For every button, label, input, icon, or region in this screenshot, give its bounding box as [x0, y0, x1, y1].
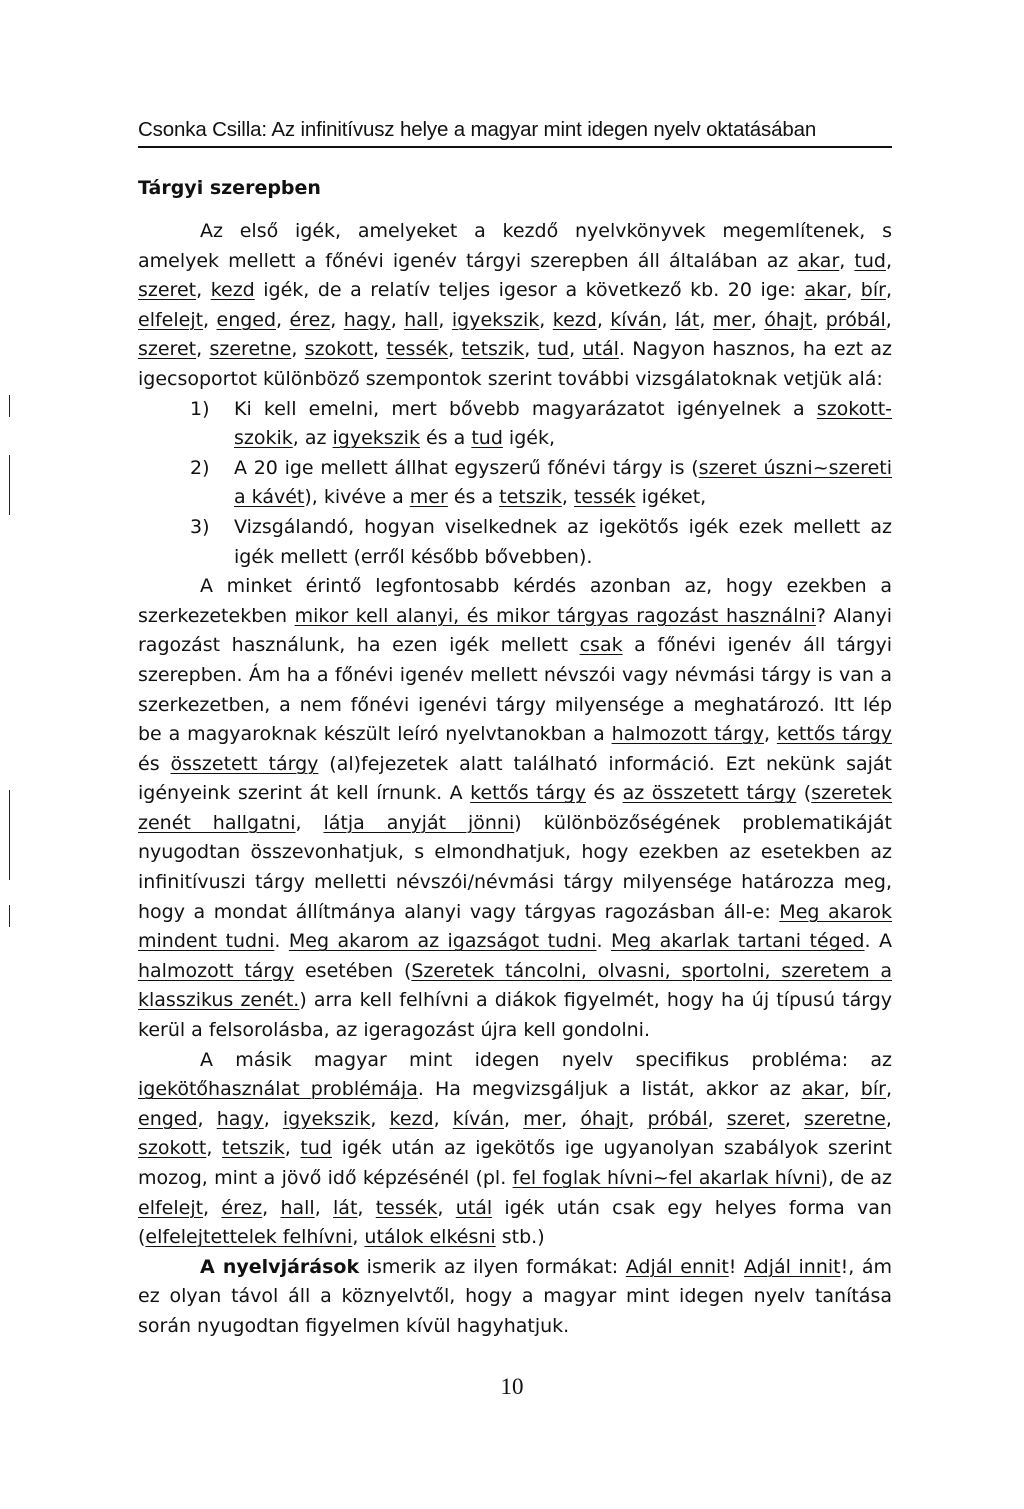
underlined-term: próbál — [825, 308, 886, 331]
underlined-term: Meg akarom az igazságot tudni — [288, 930, 597, 953]
list-item: 1) Ki kell emelni, mert bővebb magyarázatot igényelnek a szokott-szokik, az igyekszik és a tud igék, — [138, 395, 892, 454]
list-item: 2) A 20 ige mellett állhat egyszerű főnévi tárgy is (szeret úszni~szereti a kávét), kivéve a mer és a tetszik, tessék igéket, — [138, 454, 892, 513]
underlined-term: bír — [860, 1078, 886, 1101]
underlined-term: kezd — [210, 279, 255, 302]
underlined-term: tud — [537, 338, 570, 361]
underlined-term: tud — [854, 249, 886, 272]
paragraph-1: Az első igék, amelyeket a kezdő nyelvkönyvek megemlítenek, s amelyek mellett a főnévi igenév tárgyi szerepben áll általában az akar, tud, szeret, kezd igék, de a relatív teljes igesor a következő kb. 20 ige: akar, bír, elfelejt, enged, érez, hagy, hall, igyekszik, kezd, kíván, lát, mer, óhajt, próbál, szeret, szeretne, szokott, tessék, tetszik, tud, utál. Nagyon hasznos, ha ezt az igecsoportot különböző szempontok szerint további vizsgálatoknak vetjük alá: — [138, 220, 892, 390]
underlined-term: hagy — [216, 1107, 264, 1130]
list-number: 2) — [190, 456, 210, 479]
underlined-term: elfelejt — [138, 308, 204, 331]
underlined-term: kezd — [389, 1107, 434, 1130]
numbered-list — [138, 395, 892, 573]
underlined-term: bír — [860, 279, 886, 302]
underlined-term: enged — [138, 1107, 198, 1130]
underlined-term: szeretek zenét hallgatni — [138, 782, 893, 834]
paragraph-3: A másik magyar mint idegen nyelv specifikus probléma: az igekötőhasználat problémája. Ha megvizsgáljuk a listát, akkor az akar, bír, enged, hagy, igyekszik, kezd, kíván, mer, óhajt, próbál, szeret, szeretne, szokott, tetszik, tud igék után az igekötős ige ugyanolyan szabályok szerint mozog, mint a jövő idő képzésénél (pl. fel foglak hívni~fel akarlak hívni), de az elfelejt, érez, hall, lát, tessék, utál igék után csak egy helyes forma van (elfelejtettelek felhívni, utálok elkésni stb.) — [138, 1048, 892, 1249]
underlined-term: érez — [289, 308, 331, 331]
underlined-term: szeret — [138, 338, 197, 361]
underlined-term: akar — [804, 279, 847, 302]
underlined-term: Adjál ennit — [625, 1255, 729, 1278]
underlined-term: mikor kell alanyi, és mikor tárgyas ragozást használni — [294, 604, 816, 627]
underlined-term: akar — [797, 249, 840, 272]
underlined-term: szeretne — [804, 1107, 886, 1130]
underlined-term: tessék — [375, 1196, 438, 1219]
underlined-term: kíván — [452, 1107, 504, 1130]
underlined-term: tud — [471, 427, 503, 450]
underlined-term: elfelejt — [138, 1196, 204, 1219]
underlined-term: fel foglak hívni~fel akarlak hívni — [512, 1167, 821, 1189]
underlined-term: tessék — [573, 486, 636, 509]
margin-scan-mark — [9, 455, 10, 515]
underlined-term: Adjál innit — [744, 1255, 841, 1278]
underlined-term: mer — [409, 486, 448, 509]
underlined-term: szokott — [304, 338, 374, 361]
body-text — [138, 217, 892, 1342]
underlined-term: utál — [582, 338, 619, 361]
underlined-term: tetszik — [461, 338, 525, 361]
underlined-term: szeret — [138, 279, 197, 302]
underlined-term: kíván — [610, 308, 662, 331]
underlined-term: Meg akarok mindent tudni — [138, 900, 892, 953]
underlined-term: igyekszik — [451, 308, 540, 331]
underlined-term: Szeretek táncolni, olvasni, sportolni, szeretem a klasszikus zenét. — [138, 959, 892, 1012]
underlined-term: óhajt — [764, 308, 813, 331]
underlined-term: mer — [523, 1107, 562, 1130]
underlined-term: kezd — [552, 308, 597, 331]
underlined-term: lát — [674, 308, 700, 331]
underlined-term: tessék — [386, 338, 449, 361]
underlined-term: szeret — [726, 1107, 785, 1130]
running-header: Csonka Csilla: Az infinitívusz helye a magyar mint idegen nyelv oktatásában — [138, 118, 892, 148]
underlined-term: igyekszik — [332, 427, 420, 450]
underlined-term: szeret úszni~szereti a kávét — [234, 456, 892, 509]
underlined-term: utálok elkésni — [364, 1226, 496, 1249]
underlined-term: tud — [300, 1137, 332, 1160]
underlined-term: tetszik — [499, 486, 562, 509]
paragraph-2: A minket érintő legfontosabb kérdés azonban az, hogy ezekben a szerkezetekben mikor kell alanyi, és mikor tárgyas ragozást használni? Alanyi ragozást használunk, ha ezen igék mellett csak a főnévi igenév áll tárgyi szerepben. Ám ha a főnévi igenév mellett névszói vagy névmási tárgy is van a szerkezetben, a nem főnévi igenévi tárgy milyensége a meghatározó. Itt lép be a magyaroknak készült leíró nyelvtanokban a halmozott tárgy, kettős tárgy és összetett tárgy (al)fejezetek alatt található információ. Ezt nekünk saját igényeink szerint át kell írnunk. A kettős tárgy és az összetett tárgy (szeretek zenét hallgatni, látja anyját jönni) különbözőségének problematikáját nyugodtan összevonhatjuk, s elmondhatjuk, hogy ezekben az esetekben az infinitívuszi tárgy melletti névszói/névmási tárgy milyensége határozza meg, hogy a mondat állítmánya alanyi vagy tárgyas ragozásban áll-e: Meg akarok mindent tudni. Meg akarom az igazságot tudni. Meg akarlak tartani téged. A halmozott tárgy esetében (Szeretek táncolni, olvasni, sportolni, szeretem a klasszikus zenét.) arra kell felhívni a diákok figyelmét, hogy ha új típusú tárgy kerül a felsorolásba, az igeragozást újra kell gondolni. — [138, 575, 893, 1042]
underlined-term: látja anyját jönni — [323, 811, 515, 834]
margin-scan-mark — [9, 905, 10, 927]
underlined-term: Meg akarlak tartani téged — [611, 930, 865, 953]
underlined-term: érez — [221, 1196, 263, 1219]
margin-scan-mark — [9, 790, 10, 880]
page-content — [138, 118, 892, 1342]
underlined-term: igekötőhasználat problémája — [138, 1078, 418, 1101]
underlined-term: halmozott tárgy — [138, 959, 295, 982]
underlined-term: szeretne — [209, 338, 292, 361]
underlined-term: hall — [280, 1196, 315, 1219]
list-number: 3) — [190, 515, 210, 538]
section-title: Tárgyi szerepben — [138, 177, 321, 199]
underlined-term: hagy — [343, 308, 391, 331]
list-item: 3) Vizsgálandó, hogyan viselkednek az igekötős igék ezek mellett az igék mellett (erről később bővebben). — [138, 513, 892, 572]
underlined-term: enged — [216, 308, 277, 331]
underlined-term: mer — [712, 308, 751, 331]
underlined-term: utál — [455, 1196, 493, 1219]
underlined-term: hall — [404, 308, 439, 331]
underlined-term: próbál — [647, 1107, 708, 1130]
underlined-term: halmozott tárgy — [611, 723, 764, 746]
page-number: 10 — [500, 1374, 524, 1399]
list-number: 1) — [190, 397, 210, 420]
underlined-term: óhajt — [580, 1107, 629, 1130]
underlined-term: elfelejtettelek felhívni — [145, 1226, 353, 1249]
paragraph-4: A nyelvjárások ismerik az ilyen formákat: Adjál ennit! Adjál innit!, ám ez olyan távol áll a köznyelvtől, hogy a magyar mint idegen nyelv tanítása során nyugodtan figyelmen kívül hagyhatjuk. — [138, 1255, 893, 1337]
underlined-term: az összetett tárgy — [622, 782, 797, 805]
underlined-term: akar — [801, 1078, 844, 1101]
underlined-term: kettős tárgy — [776, 723, 892, 746]
underlined-term: csak — [579, 634, 623, 657]
underlined-term: kettős tárgy — [470, 782, 586, 805]
underlined-term: összetett tárgy — [170, 752, 319, 775]
underlined-term: igyekszik — [282, 1107, 371, 1130]
underlined-term: szokott — [138, 1137, 207, 1160]
bold-term: A nyelvjárások — [200, 1255, 360, 1278]
underlined-term: lát — [333, 1196, 358, 1219]
underlined-term: tetszik — [222, 1137, 285, 1160]
underlined-term: szokott-szokik — [234, 397, 892, 450]
margin-scan-mark — [9, 395, 10, 417]
